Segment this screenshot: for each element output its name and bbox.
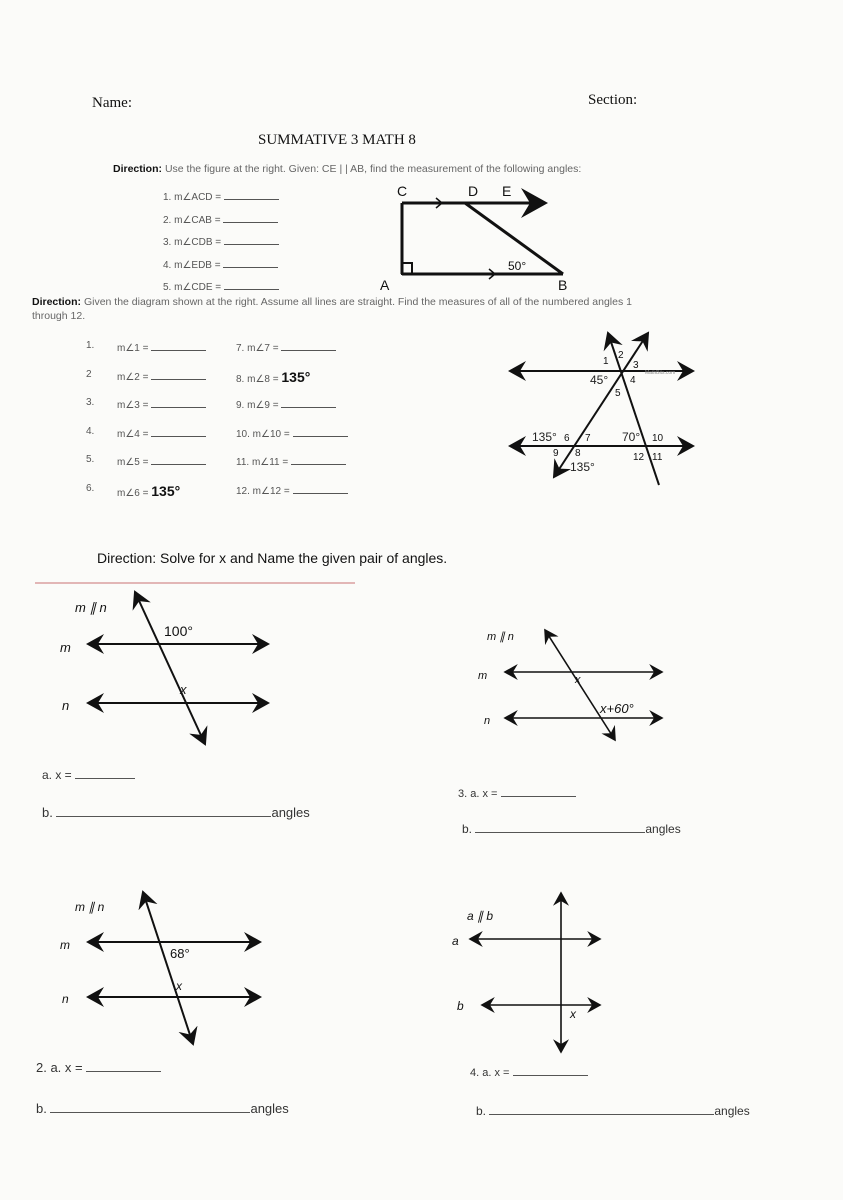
part1-item: 1. m∠ACD =	[163, 187, 279, 210]
part2-item: m∠1 =	[117, 340, 206, 354]
numbered-angles-figure	[510, 333, 693, 485]
angle-num-8: 8	[575, 448, 581, 459]
line-n-a: n	[62, 698, 70, 713]
part2-item: 7. m∠7 =	[236, 340, 336, 354]
given-answer: 135°	[281, 368, 311, 385]
angle-num-5: 5	[615, 388, 621, 399]
angle-num-6: 6	[564, 433, 570, 444]
angle-num-10: 10	[652, 433, 664, 444]
line-m-3: m	[478, 670, 488, 682]
part2-item: 11. m∠11 =	[236, 454, 346, 468]
angle-num-2: 2	[618, 350, 624, 361]
answer-4-x: 4. a. x =	[470, 1065, 588, 1079]
angle-num-7: 7	[585, 433, 591, 444]
angle-num-3: 3	[633, 360, 639, 371]
given-answer: 135°	[151, 482, 181, 499]
problem-a-figure	[88, 592, 268, 744]
line-n-2: n	[62, 992, 69, 1006]
given-4: a ∥ b	[467, 909, 494, 923]
part1-item: 3. m∠CDB =	[163, 232, 279, 255]
answer-2-x: 2. a. x =	[36, 1060, 161, 1075]
part2-item-num: 3.	[86, 397, 95, 408]
label-c: C	[397, 183, 408, 199]
part2-item: m∠3 =	[117, 397, 206, 411]
part2-item-num: 2	[86, 368, 92, 380]
label-b: B	[558, 277, 568, 293]
answer-a-name: b. angles	[42, 805, 310, 820]
part2-item-num: 4.	[86, 425, 95, 437]
angle-num-9: 9	[553, 448, 559, 459]
problem-3-figure	[505, 630, 662, 740]
part2-item: 9. m∠9 =	[236, 397, 336, 411]
var-x-4: x	[570, 1007, 576, 1021]
watermark: MathBits.com	[645, 370, 676, 376]
line-b-4: b	[457, 999, 464, 1013]
answer-3-x: 3. a. x =	[458, 786, 576, 800]
given-2: m ∥ n	[75, 900, 105, 914]
angle-100: 100°	[164, 623, 193, 639]
direction-2-cont: through 12.	[32, 310, 86, 322]
given-a: m ∥ n	[75, 600, 107, 615]
part1-list	[163, 187, 279, 300]
var-x-2: x	[176, 979, 182, 993]
part2-item: 8. m∠8 = 135°	[236, 368, 311, 385]
section-label: Section:	[588, 92, 638, 108]
angle-45: 45°	[590, 373, 609, 387]
direction-1: Direction: Use the figure at the right. Given: CE | | AB, find the measurement of the following angles:	[113, 163, 582, 175]
part2-item: m∠4 =	[117, 426, 206, 440]
var-x-3: x	[575, 674, 581, 686]
angle-135-6: 135°	[532, 430, 557, 444]
part2-item: m∠2 =	[117, 369, 206, 383]
direction-3: Direction: Solve for x and Name the given pair of angles.	[97, 550, 448, 566]
part2-item: m∠6 = 135°	[117, 482, 181, 499]
label-d: D	[468, 183, 479, 199]
angle-68: 68°	[170, 946, 190, 961]
angle-num-4: 4	[630, 375, 636, 386]
part2-item-num: 5.	[86, 454, 95, 465]
given-3: m ∥ n	[487, 631, 514, 643]
label-a: A	[380, 277, 390, 293]
line-m-a: m	[60, 640, 71, 655]
answer-a-x: a. x =	[42, 768, 135, 782]
part1-item: 2. m∠CAB =	[163, 210, 279, 233]
part1-item: 5. m∠CDE =	[163, 277, 279, 300]
trapezoid-figure	[402, 198, 563, 279]
direction-2: Direction: Given the diagram shown at the right. Assume all lines are straight. Find the measures of all of the numbered angles 1	[32, 296, 632, 308]
line-m-2: m	[60, 938, 70, 952]
angle-num-1: 1	[603, 356, 609, 367]
answer-3-name: b. angles	[462, 822, 681, 836]
problem-2-figure	[88, 892, 260, 1044]
angle-num-12: 12	[633, 452, 645, 463]
angle-x-plus-60: x+60°	[600, 701, 634, 716]
label-e: E	[502, 183, 512, 199]
part1-item: 4. m∠EDB =	[163, 255, 279, 278]
angle-70: 70°	[622, 430, 641, 444]
angle-135-8: 135°	[570, 460, 595, 474]
angle-num-11: 11	[652, 452, 663, 463]
angle-50: 50°	[508, 259, 527, 273]
part2-item: 12. m∠12 =	[236, 483, 348, 497]
part2-item-num: 1.	[86, 340, 95, 351]
part2-item-num: 6.	[86, 482, 95, 494]
line-a-4: a	[452, 934, 459, 948]
name-label: Name:	[92, 95, 132, 111]
var-x-a: x	[180, 682, 187, 697]
line-n-3: n	[484, 715, 491, 727]
part2-item: 10. m∠10 =	[236, 426, 348, 440]
page-title: SUMMATIVE 3 MATH 8	[258, 132, 416, 148]
part2-item: m∠5 =	[117, 454, 206, 468]
answer-2-name: b. angles	[36, 1101, 289, 1116]
answer-4-name: b. angles	[476, 1104, 750, 1118]
